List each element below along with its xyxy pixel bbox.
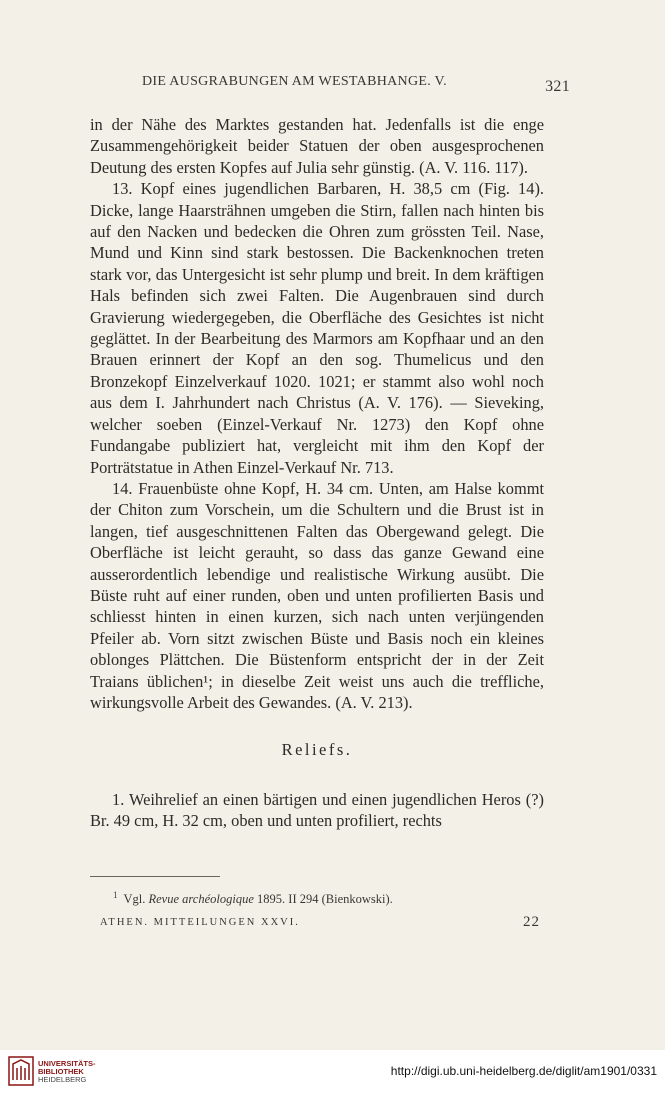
paragraph-item-14: 14. Frauenbüste ohne Kopf, H. 34 cm. Unten, am Halse kommt der Chiton zum Vorschein, um die Schultern und die Brust ist in langen, tief ausgeschnittenen Falten das Obergewand gelegt. Die Oberfläche ist leicht gerauht, so dass das ganze Gewand eine ausserordentlich lebendige und realistische Wirkung ausübt. Die Büste ruht auf einer runden, oben und unten profilierten Basis und schliesst hinten in einen kurzen, sich nach unten verjüngenden Pfeiler ab. Vorn sitzt zwischen Büste und Basis noch ein kleines oblonges Plättchen. Die Büstenform entspricht der in der Zeit Traians üblichen¹; in dieselbe Zeit weist uns auch die treffliche, wirkungsvolle Arbeit des Gewandes. (A. V. 213). (90, 478, 544, 712)
footnote-divider (90, 876, 220, 877)
library-name: UNIVERSITÄTS- BIBLIOTHEK HEIDELBERG (38, 1059, 96, 1084)
footnote-marker: 1 (113, 890, 118, 900)
footnote-journal-title: Revue archéologique (148, 892, 254, 907)
paragraph-item-13: 13. Kopf eines jugendlichen Barbaren, H. 38,5 cm (Fig. 14). Dicke, lange Haarsträhnen umgeben die Stirn, fallen nach hinten bis auf den Nacken und bedecken die Ohren zum grössten Teil. Nase, Mund und Kinn sind stark bestossen. Die Backenknochen treten stark vor, das Untergesicht ist sehr plump und breit. In dem kräftigen Hals befinden sich zwei Falten. Die Augenbrauen sind durch Gravierung wiedergegeben, die Oberfläche des Gesichtes ist nicht geglättet. In der Bearbeitung des Marmors am Kopfhaar und an den Brauen erinnert der Kopf an den sog. Thumelicus und den Bronzekopf Einzelverkauf 1020. 1021; er stammt also wohl noch aus dem I. Jahrhundert nach Christus (A. V. 176). — Sieveking, welcher soeben (Einzel-Verkauf Nr. 1273) den Kopf ohne Fundangabe publiziert hat, vergleicht mit ihm den Kopf der Porträtstatue in Athen Einzel-Verkauf Nr. 713. (90, 179, 544, 477)
page-body (90, 114, 544, 832)
paragraph-relief-1: 1. Weihrelief an einen bärtigen und einen jugendlichen Heros (?) Br. 49 cm, H. 32 cm, oben und unten profiliert, rechts (90, 789, 544, 831)
running-title: DIE AUSGRABUNGEN AM WESTABHANGE. V. (142, 74, 447, 89)
paragraph-continuation: in der Nähe des Marktes gestanden hat. Jedenfalls ist die enge Zusammengehörigkeit beider Statuen der oben ausgesprochenen Deutung des ersten Kopfes auf Julia sehr günstig. (A. V. 116. 117). (90, 115, 544, 177)
printer-signature (100, 914, 546, 930)
signature-label: ATHEN. MITTEILUNGEN XXVI. (100, 917, 300, 928)
digitization-footer (0, 1050, 665, 1093)
section-heading: Reliefs. (281, 740, 353, 760)
footnote-text-after: 1895. II 294 (Bienkowski). (253, 892, 393, 907)
library-logo-icon[interactable] (8, 1056, 34, 1086)
footnote-text-before: Vgl. (123, 892, 149, 907)
source-url-link[interactable]: http://digi.ub.uni-heidelberg.de/diglit/am1901/0331 (390, 1064, 657, 1078)
page-number: 321 (545, 78, 570, 95)
footnote (113, 890, 533, 907)
signature-number: 22 (523, 914, 540, 930)
